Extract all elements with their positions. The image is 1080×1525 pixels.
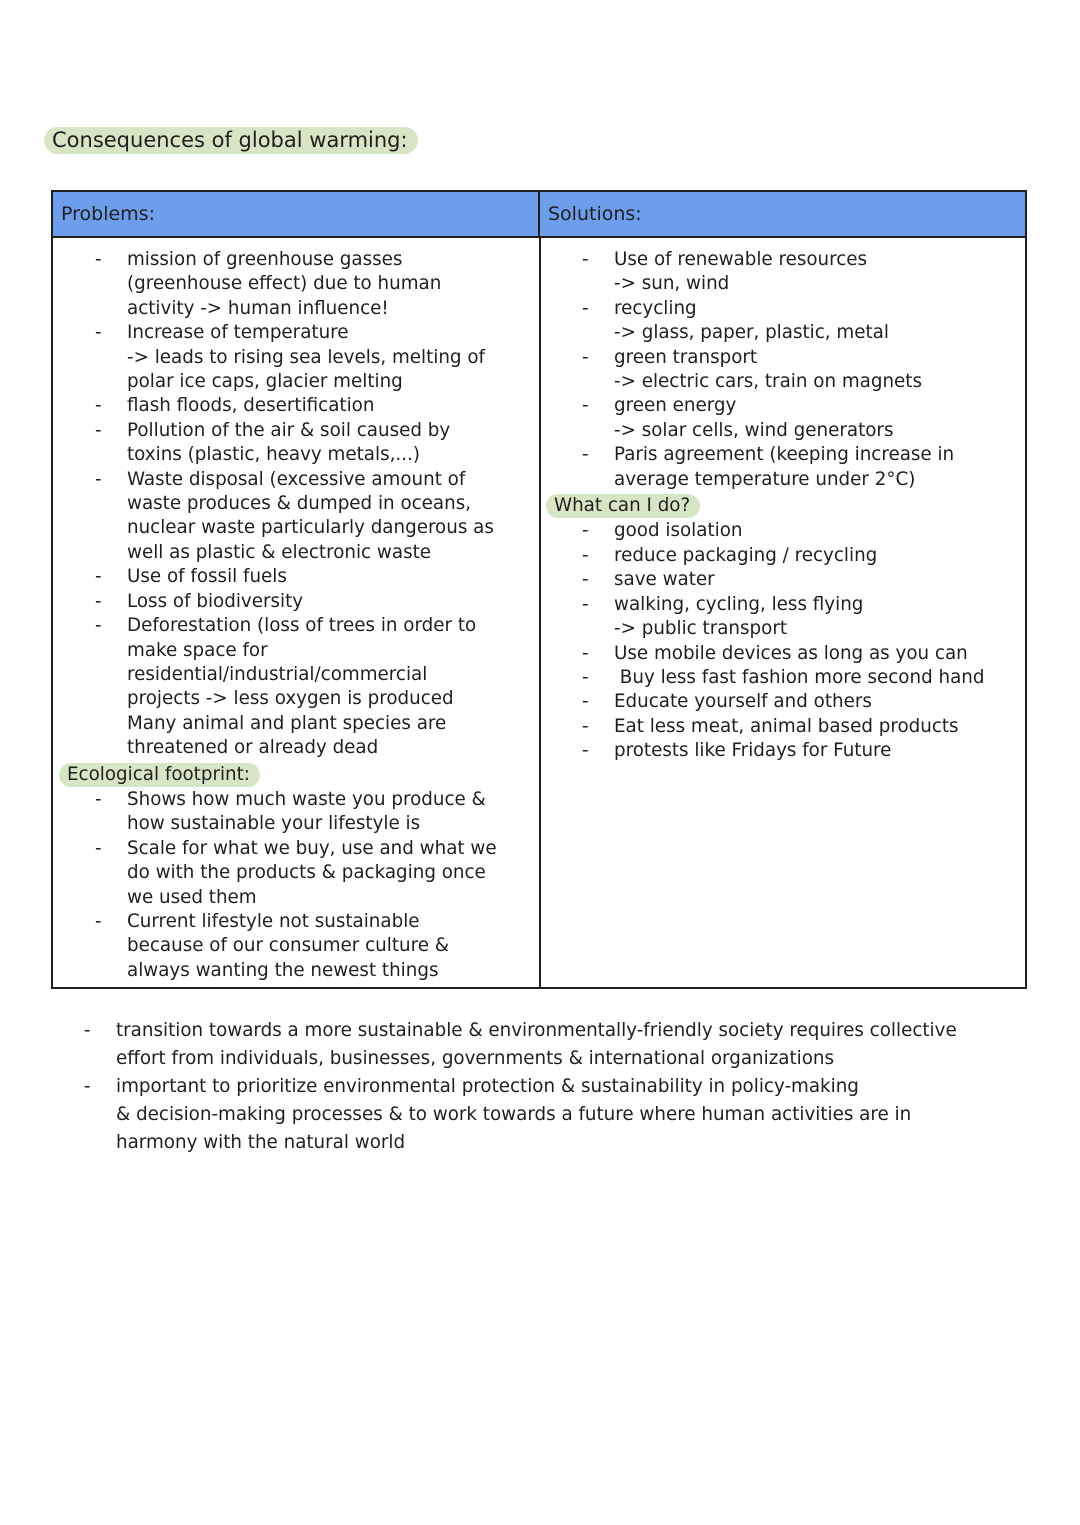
list-item [548, 642, 1026, 666]
what-can-i-do-list [548, 519, 1026, 763]
list-item [84, 1073, 1034, 1157]
list-item-line: -> electric cars, train on magnets [614, 371, 922, 393]
list-item-line: effort from individuals, businesses, governments & international organizations [116, 1048, 835, 1069]
list-item [548, 248, 1026, 297]
footer-list [84, 1017, 1034, 1157]
list-item-line: - Educate yourself and others [614, 691, 872, 713]
ecological-footprint-label: Ecological footprint: [59, 763, 260, 787]
list-item [61, 910, 539, 983]
list-item-line: - reduce packaging / recycling [614, 544, 878, 566]
list-item [548, 593, 1026, 642]
what-can-i-do-label: What can I do? [546, 494, 700, 518]
list-item-line: - Current lifestyle not sustainable [127, 910, 420, 932]
list-item-line: because of our consumer culture & [127, 935, 450, 957]
list-item [61, 837, 539, 910]
list-item-line: - Use of renewable resources [614, 249, 868, 270]
solutions-header: Solutions: [540, 192, 1025, 238]
list-item-line: - Pollution of the air & soil caused by [127, 419, 451, 441]
list-item-line: do with the products & packaging once [127, 862, 486, 884]
list-item-line: - green transport [614, 346, 758, 368]
footer-notes [84, 1017, 1034, 1157]
list-item [61, 590, 539, 614]
list-item-line: -> solar cells, wind generators [614, 419, 894, 441]
list-item-line: - protests like Fridays for Future [614, 740, 892, 762]
list-item-line: activity -> human influence! [127, 297, 389, 319]
list-item [61, 248, 539, 321]
list-item-line: we used them [127, 886, 257, 908]
list-item [61, 614, 539, 760]
solutions-cell [548, 248, 1026, 764]
list-item-line: - Deforestation (loss of trees in order to [127, 615, 477, 637]
list-item [548, 443, 1026, 492]
list-item-line: - Use of fossil fuels [127, 566, 287, 588]
list-item-line: - save water [614, 569, 715, 591]
list-item-line: - Buy less fast fashion more second hand [614, 666, 985, 688]
list-item-line: - green energy [614, 395, 737, 417]
list-item [61, 565, 539, 589]
list-item-line: -> leads to rising sea levels, melting of [127, 346, 485, 368]
solutions-list [548, 248, 1026, 492]
list-item [548, 544, 1026, 568]
list-item-line: - Paris agreement (keeping increase in [614, 444, 955, 466]
list-item-line: always wanting the newest things [127, 959, 439, 981]
what-can-i-do-title [546, 494, 1026, 518]
list-item-line: nuclear waste particularly dangerous as [127, 517, 494, 539]
list-item-line: - Use mobile devices as long as you can [614, 642, 968, 664]
list-item [548, 715, 1026, 739]
list-item-line: - Eat less meat, animal based products [614, 715, 959, 737]
list-item-line: - Scale for what we buy, use and what we [127, 837, 497, 859]
list-item-line: projects -> less oxygen is produced [127, 688, 454, 710]
list-item-line: average temperature under 2°C) [614, 468, 916, 490]
list-item-line: residential/industrial/commercial [127, 663, 428, 685]
list-item-line: Many animal and plant species are [127, 712, 447, 734]
list-item [548, 519, 1026, 543]
list-item [548, 739, 1026, 763]
problems-header: Problems: [53, 192, 540, 238]
problems-cell [61, 248, 539, 983]
list-item-line: - Loss of biodiversity [127, 590, 304, 612]
list-item-line: threatened or already dead [127, 737, 379, 759]
list-item-line: -> public transport [614, 618, 788, 640]
list-item [61, 788, 539, 837]
list-item-line: - walking, cycling, less flying [614, 593, 864, 615]
list-item-line: - Shows how much waste you produce & [127, 788, 486, 810]
list-item [61, 321, 539, 394]
notes-table [51, 190, 1027, 989]
ecological-footprint-title [59, 763, 539, 787]
list-item-line: - good isolation [614, 520, 743, 542]
column-divider [539, 238, 541, 987]
list-item-line: harmony with the natural world [116, 1132, 406, 1153]
page-title [44, 126, 418, 154]
list-item-line: -> sun, wind [614, 273, 730, 295]
list-item-line: well as plastic & electronic waste [127, 541, 432, 563]
list-item [548, 394, 1026, 443]
list-item-line: - recycling [614, 297, 697, 319]
list-item [548, 346, 1026, 395]
list-item-line: & decision-making processes & to work towards a future where human activities are in [116, 1104, 912, 1125]
list-item [84, 1017, 1034, 1073]
list-item-line: toxins (plastic, heavy metals,...) [127, 444, 420, 466]
list-item [61, 419, 539, 468]
list-item-line: polar ice caps, glacier melting [127, 371, 403, 393]
list-item-line: make space for [127, 639, 268, 661]
list-item-line: - transition towards a more sustainable & environmentally-friendly society requires collective [116, 1020, 957, 1041]
list-item [548, 568, 1026, 592]
list-item [61, 394, 539, 418]
list-item-line: - flash floods, desertification [127, 395, 375, 417]
list-item-line: -> glass, paper, plastic, metal [614, 322, 889, 344]
title-highlight: Consequences of global warming: [44, 127, 418, 154]
problems-list [61, 248, 539, 761]
ecological-footprint-list [61, 788, 539, 983]
list-item-line: - mission of greenhouse gasses [127, 249, 403, 270]
list-item [548, 297, 1026, 346]
list-item-line: (greenhouse effect) due to human [127, 273, 442, 295]
list-item-line: - important to prioritize environmental protection & sustainability in policy-making [116, 1076, 859, 1097]
list-item-line: how sustainable your lifestyle is [127, 813, 421, 835]
list-item [548, 666, 1026, 690]
list-item [548, 690, 1026, 714]
list-item [61, 468, 539, 566]
list-item-line: waste produces & dumped in oceans, [127, 493, 472, 515]
list-item-line: - Increase of temperature [127, 322, 349, 344]
list-item-line: - Waste disposal (excessive amount of [127, 468, 466, 490]
